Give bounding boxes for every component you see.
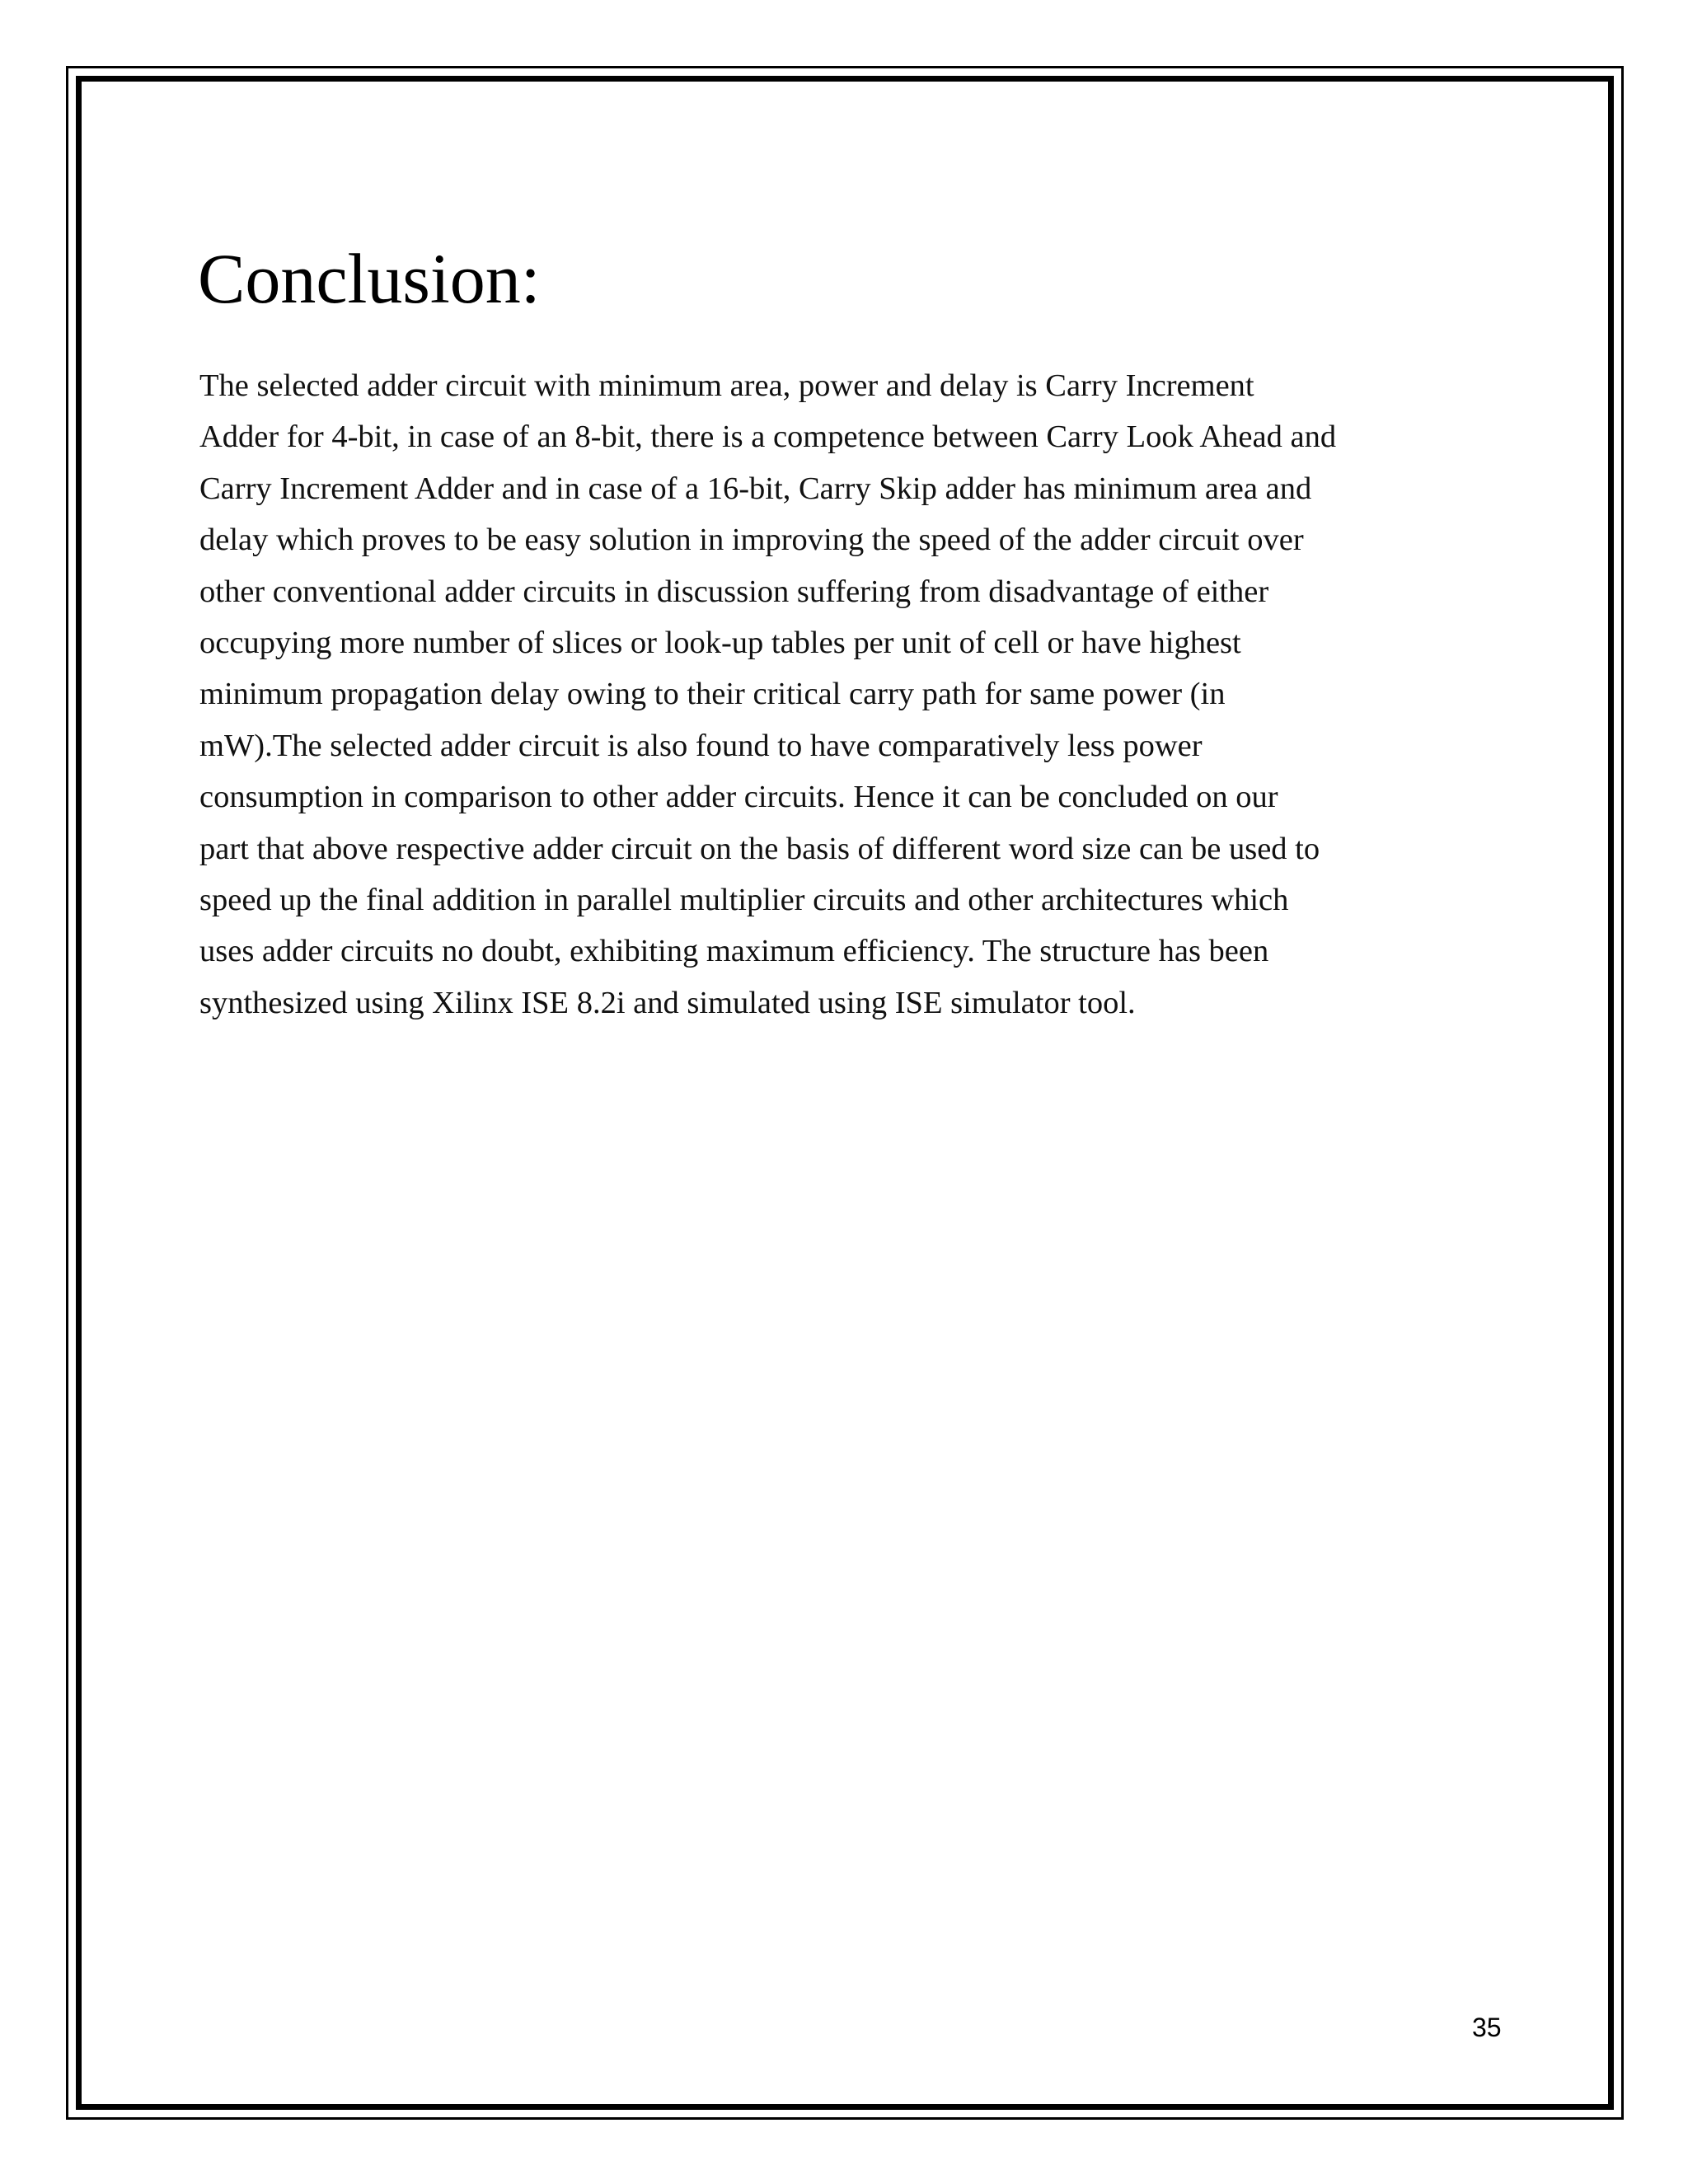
paragraph-line: speed up the final addition in parallel multiplier circuits and other architectures which: [199, 883, 1289, 918]
paragraph-line: The selected adder circuit with minimum area, power and delay is Carry Increment: [199, 368, 1254, 403]
paragraph-line: synthesized using Xilinx ISE 8.2i and simulated using ISE simulator tool.: [199, 985, 1136, 1020]
paragraph-line: minimum propagation delay owing to their critical carry path for same power (in: [199, 677, 1226, 712]
page-number: 35: [1472, 2013, 1502, 2042]
paragraph-line: delay which proves to be easy solution in improving the speed of the adder circuit over: [199, 523, 1304, 558]
paragraph-line: Carry Increment Adder and in case of a 16-bit, Carry Skip adder has minimum area and: [199, 471, 1312, 506]
paragraph-line: Adder for 4-bit, in case of an 8-bit, there is a competence between Carry Look Ahead and: [199, 419, 1337, 455]
paragraph-line: other conventional adder circuits in discussion suffering from disadvantage of either: [199, 574, 1269, 609]
paragraph-line: part that above respective adder circuit on the basis of different word size can be used to: [199, 831, 1320, 866]
conclusion-paragraph: [199, 360, 1336, 1029]
paragraph-line: occupying more number of slices or look-up tables per unit of cell or have highest: [199, 626, 1241, 661]
paragraph-line: consumption in comparison to other adder circuits. Hence it can be concluded on our: [199, 780, 1278, 815]
section-heading: Conclusion:: [198, 239, 541, 318]
paragraph-line: uses adder circuits no doubt, exhibiting maximum efficiency. The structure has been: [199, 934, 1269, 969]
paragraph-line: mW).The selected adder circuit is also found to have comparatively less power: [199, 728, 1203, 763]
